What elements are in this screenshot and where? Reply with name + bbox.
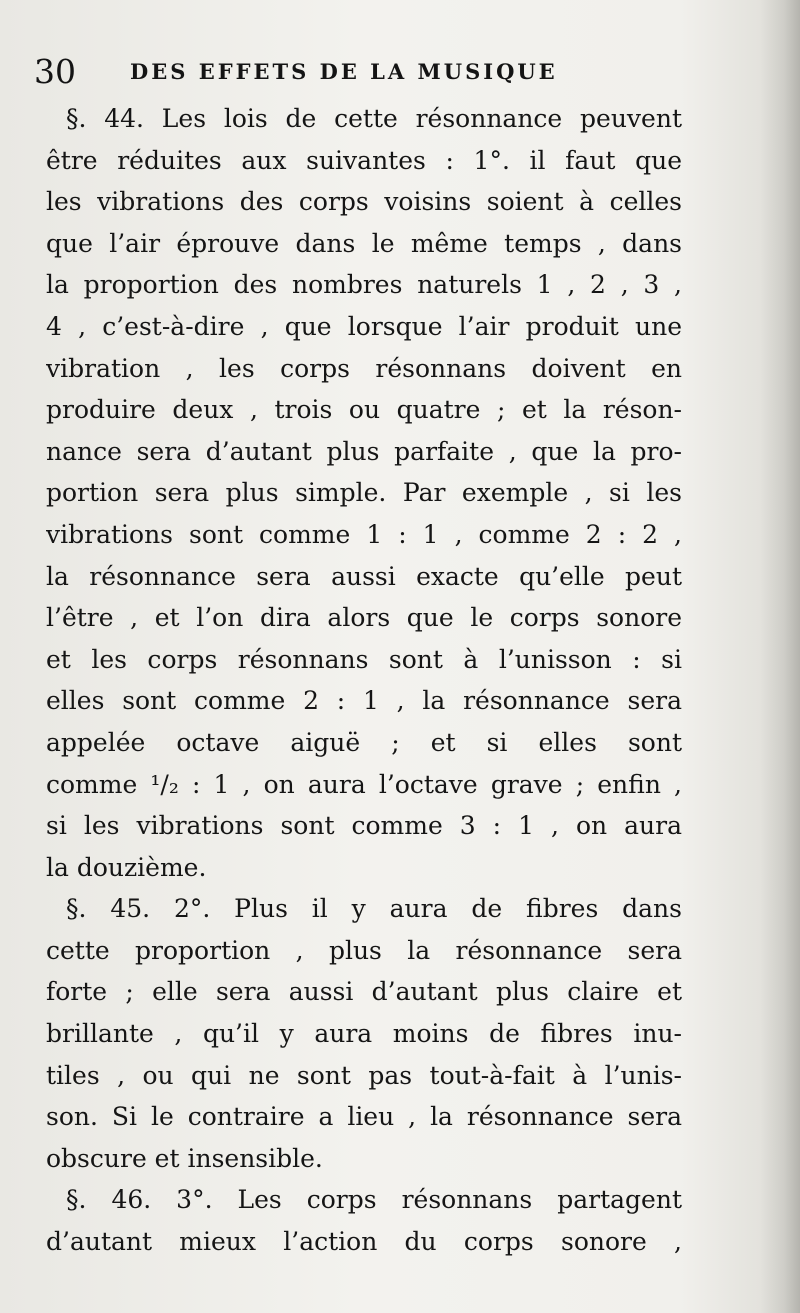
text-line: 4 , c’est-à-dire , que lorsque l’air produit une (46, 311, 682, 341)
text-line: §. 44. Les lois de cette résonnance peuvent (66, 104, 682, 133)
text-line: appelée octave aiguë ; et si elles sont (46, 727, 682, 757)
text-line: §. 46. 3°. Les corps résonnans partagent (66, 1185, 682, 1215)
text-line: elles sont comme 2 : 1 , la résonnance sera (46, 686, 682, 716)
text-line: vibration , les corps résonnans doivent en (46, 353, 682, 383)
text-line: les vibrations des corps voisins soient à celles (46, 187, 682, 217)
text-line: si les vibrations sont comme 3 : 1 , on aura (46, 811, 682, 841)
text-line: la proportion des nombres naturels 1 , 2 , 3 , (46, 270, 682, 300)
page-header (34, 52, 654, 92)
text-line: produire deux , trois ou quatre ; et la réson- (46, 395, 682, 425)
text-line: forte ; elle sera aussi d’autant plus claire et (46, 977, 682, 1007)
text-line: obscure et insensible. (46, 1143, 323, 1173)
text-line: la douzième. (46, 852, 207, 882)
running-head: DES EFFETS DE LA MUSIQUE (130, 59, 558, 84)
text-line: nance sera d’autant plus parfaite , que la pro- (46, 436, 682, 466)
page-edge-shadow (760, 0, 800, 1313)
text-line: cette proportion , plus la résonnance sera (46, 935, 682, 965)
text-line: d’autant mieux l’action du corps sonore , (46, 1227, 682, 1257)
text-line: tiles , ou qui ne sont pas tout-à-fait à l’unis- (46, 1060, 682, 1090)
text-line: portion sera plus simple. Par exemple , si les (46, 478, 682, 508)
body-text (46, 98, 682, 1263)
text-line: que l’air éprouve dans le même temps , dans (46, 228, 682, 258)
text-line: la résonnance sera aussi exacte qu’elle peut (46, 561, 682, 591)
text-line: comme ¹/₂ : 1 , on aura l’octave grave ; enfin , (46, 769, 682, 799)
text-line: l’être , et l’on dira alors que le corps sonore (46, 603, 682, 633)
text-line: être réduites aux suivantes : 1°. il faut que (46, 145, 682, 175)
text-line: brillante , qu’il y aura moins de fibres inu- (46, 1019, 682, 1049)
page-number: 30 (34, 52, 76, 91)
text-line: et les corps résonnans sont à l’unisson : si (46, 644, 682, 674)
text-line: vibrations sont comme 1 : 1 , comme 2 : 2 , (46, 519, 682, 549)
text-line: son. Si le contraire a lieu , la résonnance sera (46, 1102, 682, 1132)
text-line: §. 45. 2°. Plus il y aura de fibres dans (66, 894, 682, 924)
